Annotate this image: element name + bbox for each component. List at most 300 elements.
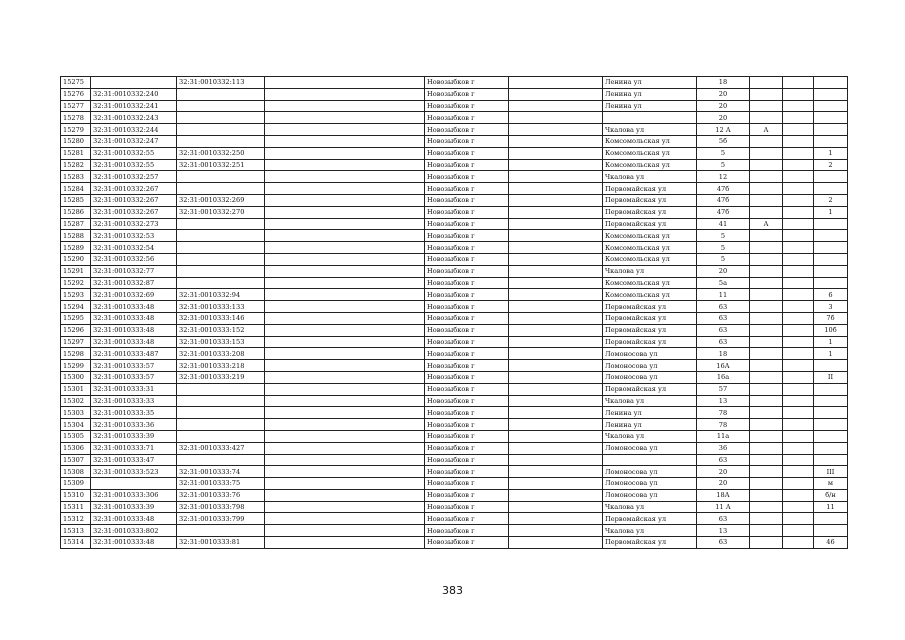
house-number: 20 xyxy=(697,478,750,490)
table-row xyxy=(61,525,848,537)
row-number: 15299 xyxy=(61,360,91,372)
city-cell: Новозыбков г xyxy=(425,336,509,348)
sub-cadastral-number: 32:31:0010333:146 xyxy=(177,312,265,324)
apartment-number xyxy=(814,442,848,454)
house-number: 78 xyxy=(697,419,750,431)
city-cell: Новозыбков г xyxy=(425,171,509,183)
table-row xyxy=(61,324,848,336)
city-cell: Новозыбков г xyxy=(425,194,509,206)
house-number: 20 xyxy=(697,100,750,112)
row-number: 15310 xyxy=(61,489,91,501)
name-cell xyxy=(265,537,425,549)
street-cell: Ломоносова ул xyxy=(603,360,697,372)
district-cell xyxy=(509,277,603,289)
house-number: 20 xyxy=(697,88,750,100)
sub-cadastral-number xyxy=(177,171,265,183)
building-letter xyxy=(750,112,783,124)
house-number: 11 xyxy=(697,289,750,301)
table-row xyxy=(61,371,848,383)
sub-cadastral-number xyxy=(177,383,265,395)
building-letter xyxy=(750,442,783,454)
house-number: 5б xyxy=(697,135,750,147)
street-cell: Комсомольская ул xyxy=(603,230,697,242)
name-cell xyxy=(265,124,425,136)
apartment-number xyxy=(814,77,848,89)
street-cell: Ломоносова ул xyxy=(603,442,697,454)
row-number: 15313 xyxy=(61,525,91,537)
sub-cadastral-number xyxy=(177,265,265,277)
table-row xyxy=(61,383,848,395)
district-cell xyxy=(509,537,603,549)
street-cell: Ленина ул xyxy=(603,77,697,89)
building-extra xyxy=(783,253,814,265)
street-cell: Комсомольская ул xyxy=(603,159,697,171)
table-row xyxy=(61,159,848,171)
apartment-number xyxy=(814,242,848,254)
house-number: 36 xyxy=(697,442,750,454)
district-cell xyxy=(509,159,603,171)
building-extra xyxy=(783,501,814,513)
building-extra xyxy=(783,277,814,289)
building-extra xyxy=(783,194,814,206)
street-cell: Первомайская ул xyxy=(603,206,697,218)
city-cell: Новозыбков г xyxy=(425,466,509,478)
building-letter xyxy=(750,159,783,171)
street-cell: Ломоносова ул xyxy=(603,489,697,501)
building-extra xyxy=(783,348,814,360)
building-letter: А xyxy=(750,218,783,230)
table-row xyxy=(61,242,848,254)
row-number: 15312 xyxy=(61,513,91,525)
sub-cadastral-number: 32:31:0010333:81 xyxy=(177,537,265,549)
apartment-number: 11 xyxy=(814,501,848,513)
table-row xyxy=(61,419,848,431)
cadastral-number: 32:31:0010332:56 xyxy=(91,253,177,265)
row-number: 15309 xyxy=(61,478,91,490)
sub-cadastral-number: 32:31:0010332:113 xyxy=(177,77,265,89)
house-number: 18А xyxy=(697,489,750,501)
cadastral-number: 32:31:0010332:55 xyxy=(91,159,177,171)
row-number: 15278 xyxy=(61,112,91,124)
building-letter xyxy=(750,454,783,466)
building-letter xyxy=(750,537,783,549)
street-cell: Ломоносова ул xyxy=(603,466,697,478)
apartment-number xyxy=(814,230,848,242)
apartment-number: III xyxy=(814,466,848,478)
name-cell xyxy=(265,230,425,242)
apartment-number xyxy=(814,265,848,277)
apartment-number xyxy=(814,395,848,407)
city-cell: Новозыбков г xyxy=(425,478,509,490)
table-row xyxy=(61,466,848,478)
row-number: 15287 xyxy=(61,218,91,230)
sub-cadastral-number xyxy=(177,395,265,407)
building-extra xyxy=(783,135,814,147)
city-cell: Новозыбков г xyxy=(425,501,509,513)
district-cell xyxy=(509,489,603,501)
table-row xyxy=(61,537,848,549)
name-cell xyxy=(265,407,425,419)
row-number: 15314 xyxy=(61,537,91,549)
district-cell xyxy=(509,336,603,348)
building-extra xyxy=(783,124,814,136)
sub-cadastral-number xyxy=(177,525,265,537)
city-cell: Новозыбков г xyxy=(425,277,509,289)
cadastral-number: 32:31:0010332:87 xyxy=(91,277,177,289)
city-cell: Новозыбков г xyxy=(425,513,509,525)
apartment-number xyxy=(814,253,848,265)
registry-table xyxy=(60,76,848,549)
district-cell xyxy=(509,124,603,136)
apartment-number xyxy=(814,135,848,147)
building-extra xyxy=(783,312,814,324)
cadastral-number: 32:31:0010333:306 xyxy=(91,489,177,501)
district-cell xyxy=(509,312,603,324)
city-cell: Новозыбков г xyxy=(425,183,509,195)
city-cell: Новозыбков г xyxy=(425,537,509,549)
house-number: 5 xyxy=(697,147,750,159)
street-cell xyxy=(603,454,697,466)
building-letter xyxy=(750,88,783,100)
apartment-number: 1 xyxy=(814,348,848,360)
house-number: 63 xyxy=(697,537,750,549)
table-row xyxy=(61,454,848,466)
city-cell: Новозыбков г xyxy=(425,360,509,372)
street-cell: Комсомольская ул xyxy=(603,277,697,289)
street-cell: Первомайская ул xyxy=(603,183,697,195)
sub-cadastral-number xyxy=(177,112,265,124)
table-row xyxy=(61,147,848,159)
street-cell: Первомайская ул xyxy=(603,301,697,313)
street-cell: Ломоносова ул xyxy=(603,478,697,490)
table-row xyxy=(61,360,848,372)
building-letter xyxy=(750,466,783,478)
building-letter xyxy=(750,171,783,183)
sub-cadastral-number: 32:31:0010333:208 xyxy=(177,348,265,360)
sub-cadastral-number: 32:31:0010333:152 xyxy=(177,324,265,336)
table-row xyxy=(61,277,848,289)
district-cell xyxy=(509,324,603,336)
cadastral-number xyxy=(91,77,177,89)
house-number: 13 xyxy=(697,525,750,537)
street-cell: Первомайская ул xyxy=(603,537,697,549)
street-cell: Чкалова ул xyxy=(603,124,697,136)
district-cell xyxy=(509,230,603,242)
row-number: 15305 xyxy=(61,430,91,442)
city-cell: Новозыбков г xyxy=(425,100,509,112)
row-number: 15308 xyxy=(61,466,91,478)
row-number: 15275 xyxy=(61,77,91,89)
building-letter xyxy=(750,147,783,159)
house-number: 47б xyxy=(697,206,750,218)
name-cell xyxy=(265,183,425,195)
building-letter xyxy=(750,525,783,537)
name-cell xyxy=(265,525,425,537)
apartment-number: 1 xyxy=(814,147,848,159)
street-cell: Ленина ул xyxy=(603,88,697,100)
name-cell xyxy=(265,135,425,147)
street-cell: Чкалова ул xyxy=(603,501,697,513)
building-letter xyxy=(750,77,783,89)
cadastral-number: 32:31:0010332:54 xyxy=(91,242,177,254)
city-cell: Новозыбков г xyxy=(425,135,509,147)
table-row xyxy=(61,218,848,230)
table-row xyxy=(61,501,848,513)
table-row xyxy=(61,301,848,313)
name-cell xyxy=(265,206,425,218)
name-cell xyxy=(265,348,425,360)
name-cell xyxy=(265,253,425,265)
street-cell: Чкалова ул xyxy=(603,525,697,537)
cadastral-number: 32:31:0010333:33 xyxy=(91,395,177,407)
street-cell: Чкалова ул xyxy=(603,171,697,183)
district-cell xyxy=(509,348,603,360)
district-cell xyxy=(509,360,603,372)
building-extra xyxy=(783,88,814,100)
house-number: 5а xyxy=(697,277,750,289)
house-number: 5 xyxy=(697,253,750,265)
apartment-number xyxy=(814,360,848,372)
building-extra xyxy=(783,159,814,171)
building-extra xyxy=(783,371,814,383)
name-cell xyxy=(265,277,425,289)
district-cell xyxy=(509,171,603,183)
apartment-number xyxy=(814,383,848,395)
sub-cadastral-number: 32:31:0010333:799 xyxy=(177,513,265,525)
apartment-number xyxy=(814,88,848,100)
table-row xyxy=(61,124,848,136)
street-cell: Ломоносова ул xyxy=(603,371,697,383)
district-cell xyxy=(509,383,603,395)
cadastral-number: 32:31:0010332:247 xyxy=(91,135,177,147)
building-letter xyxy=(750,135,783,147)
row-number: 15290 xyxy=(61,253,91,265)
table-row xyxy=(61,489,848,501)
row-number: 15293 xyxy=(61,289,91,301)
cadastral-number: 32:31:0010332:267 xyxy=(91,183,177,195)
district-cell xyxy=(509,206,603,218)
name-cell xyxy=(265,466,425,478)
sub-cadastral-number xyxy=(177,242,265,254)
table-row xyxy=(61,289,848,301)
building-extra xyxy=(783,419,814,431)
street-cell: Ломоносова ул xyxy=(603,348,697,360)
apartment-number xyxy=(814,277,848,289)
house-number: 20 xyxy=(697,265,750,277)
building-letter xyxy=(750,501,783,513)
cadastral-number xyxy=(91,478,177,490)
district-cell xyxy=(509,501,603,513)
building-extra xyxy=(783,183,814,195)
sub-cadastral-number: 32:31:0010333:133 xyxy=(177,301,265,313)
apartment-number xyxy=(814,124,848,136)
building-extra xyxy=(783,395,814,407)
row-number: 15298 xyxy=(61,348,91,360)
sub-cadastral-number xyxy=(177,253,265,265)
house-number: 11а xyxy=(697,430,750,442)
building-extra xyxy=(783,513,814,525)
table-row xyxy=(61,206,848,218)
table-row xyxy=(61,395,848,407)
house-number: 12 А xyxy=(697,124,750,136)
district-cell xyxy=(509,265,603,277)
row-number: 15292 xyxy=(61,277,91,289)
house-number: 63 xyxy=(697,301,750,313)
city-cell: Новозыбков г xyxy=(425,395,509,407)
sub-cadastral-number: 32:31:0010333:76 xyxy=(177,489,265,501)
cadastral-number: 32:31:0010333:57 xyxy=(91,360,177,372)
row-number: 15300 xyxy=(61,371,91,383)
building-extra xyxy=(783,289,814,301)
row-number: 15284 xyxy=(61,183,91,195)
building-letter xyxy=(750,100,783,112)
district-cell xyxy=(509,301,603,313)
district-cell xyxy=(509,77,603,89)
building-letter xyxy=(750,265,783,277)
cadastral-number: 32:31:0010333:48 xyxy=(91,324,177,336)
name-cell xyxy=(265,454,425,466)
apartment-number xyxy=(814,171,848,183)
building-letter xyxy=(750,419,783,431)
building-extra xyxy=(783,147,814,159)
row-number: 15288 xyxy=(61,230,91,242)
cadastral-number: 32:31:0010333:47 xyxy=(91,454,177,466)
row-number: 15307 xyxy=(61,454,91,466)
building-letter xyxy=(750,407,783,419)
table-row xyxy=(61,230,848,242)
apartment-number: 10б xyxy=(814,324,848,336)
name-cell xyxy=(265,100,425,112)
sub-cadastral-number: 32:31:0010333:219 xyxy=(177,371,265,383)
cadastral-number: 32:31:0010333:36 xyxy=(91,419,177,431)
table-row xyxy=(61,265,848,277)
sub-cadastral-number: 32:31:0010332:269 xyxy=(177,194,265,206)
district-cell xyxy=(509,419,603,431)
table-row xyxy=(61,336,848,348)
row-number: 15294 xyxy=(61,301,91,313)
building-extra xyxy=(783,171,814,183)
city-cell: Новозыбков г xyxy=(425,324,509,336)
cadastral-number: 32:31:0010333:48 xyxy=(91,312,177,324)
city-cell: Новозыбков г xyxy=(425,230,509,242)
sub-cadastral-number: 32:31:0010333:74 xyxy=(177,466,265,478)
sub-cadastral-number xyxy=(177,183,265,195)
sub-cadastral-number: 32:31:0010333:75 xyxy=(177,478,265,490)
table-row xyxy=(61,478,848,490)
district-cell xyxy=(509,194,603,206)
street-cell: Первомайская ул xyxy=(603,218,697,230)
building-letter xyxy=(750,489,783,501)
name-cell xyxy=(265,171,425,183)
sub-cadastral-number: 32:31:0010333:153 xyxy=(177,336,265,348)
city-cell: Новозыбков г xyxy=(425,383,509,395)
sub-cadastral-number xyxy=(177,277,265,289)
district-cell xyxy=(509,218,603,230)
building-extra xyxy=(783,430,814,442)
name-cell xyxy=(265,430,425,442)
city-cell: Новозыбков г xyxy=(425,289,509,301)
city-cell: Новозыбков г xyxy=(425,301,509,313)
building-extra xyxy=(783,537,814,549)
name-cell xyxy=(265,265,425,277)
city-cell: Новозыбков г xyxy=(425,159,509,171)
street-cell xyxy=(603,112,697,124)
building-letter xyxy=(750,371,783,383)
district-cell xyxy=(509,525,603,537)
cadastral-number: 32:31:0010333:48 xyxy=(91,301,177,313)
building-letter xyxy=(750,478,783,490)
house-number: 63 xyxy=(697,312,750,324)
table-row xyxy=(61,253,848,265)
cadastral-number: 32:31:0010332:244 xyxy=(91,124,177,136)
street-cell: Чкалова ул xyxy=(603,395,697,407)
house-number: 63 xyxy=(697,454,750,466)
district-cell xyxy=(509,112,603,124)
cadastral-number: 32:31:0010333:39 xyxy=(91,501,177,513)
house-number: 16А xyxy=(697,360,750,372)
city-cell: Новозыбков г xyxy=(425,489,509,501)
house-number: 20 xyxy=(697,466,750,478)
cadastral-number: 32:31:0010333:523 xyxy=(91,466,177,478)
street-cell: Ленина ул xyxy=(603,419,697,431)
name-cell xyxy=(265,489,425,501)
city-cell: Новозыбков г xyxy=(425,265,509,277)
cadastral-number: 32:31:0010333:487 xyxy=(91,348,177,360)
city-cell: Новозыбков г xyxy=(425,407,509,419)
house-number: 63 xyxy=(697,324,750,336)
apartment-number xyxy=(814,183,848,195)
building-extra xyxy=(783,336,814,348)
sub-cadastral-number xyxy=(177,100,265,112)
sub-cadastral-number xyxy=(177,135,265,147)
name-cell xyxy=(265,301,425,313)
building-extra xyxy=(783,454,814,466)
sub-cadastral-number xyxy=(177,88,265,100)
building-letter xyxy=(750,230,783,242)
apartment-number xyxy=(814,419,848,431)
building-letter xyxy=(750,324,783,336)
name-cell xyxy=(265,442,425,454)
name-cell xyxy=(265,501,425,513)
city-cell: Новозыбков г xyxy=(425,88,509,100)
house-number: 57 xyxy=(697,383,750,395)
building-letter xyxy=(750,395,783,407)
building-letter xyxy=(750,277,783,289)
city-cell: Новозыбков г xyxy=(425,454,509,466)
name-cell xyxy=(265,112,425,124)
district-cell xyxy=(509,371,603,383)
city-cell: Новозыбков г xyxy=(425,242,509,254)
building-extra xyxy=(783,324,814,336)
apartment-number: 6 xyxy=(814,289,848,301)
row-number: 15282 xyxy=(61,159,91,171)
apartment-number xyxy=(814,218,848,230)
house-number: 13 xyxy=(697,395,750,407)
apartment-number xyxy=(814,513,848,525)
building-letter xyxy=(750,513,783,525)
row-number: 15277 xyxy=(61,100,91,112)
name-cell xyxy=(265,194,425,206)
apartment-number xyxy=(814,454,848,466)
building-letter xyxy=(750,194,783,206)
row-number: 15303 xyxy=(61,407,91,419)
name-cell xyxy=(265,360,425,372)
apartment-number: м xyxy=(814,478,848,490)
building-extra xyxy=(783,265,814,277)
sub-cadastral-number xyxy=(177,430,265,442)
city-cell: Новозыбков г xyxy=(425,442,509,454)
street-cell: Первомайская ул xyxy=(603,383,697,395)
